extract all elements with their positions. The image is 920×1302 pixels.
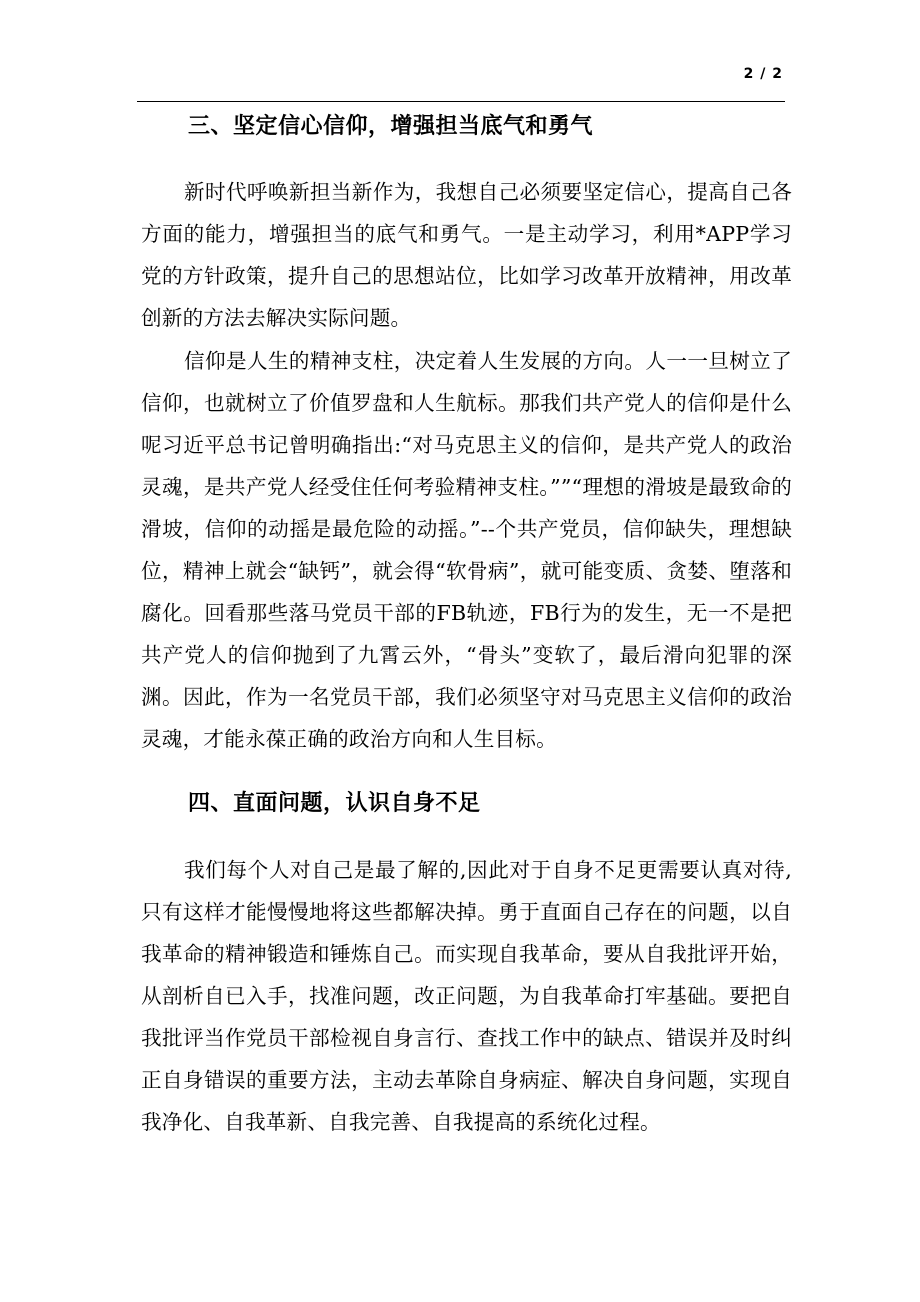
section-4-heading: 四、直面问题，认识自身不足 [188,791,481,816]
section-4-paragraph-1: 我们每个人对自己是最了解的,因此对于自身不足更需要认真对待,只有这样才能慢慢地将这些都解决掉。勇于直面自己存在的问题，以自我革命的精神锻造和锤炼自己。而实现自我革命，要从自我批评开始，从剖析自已入手，找准问题，改正问题，为自我革命打牢基础。要把自我批评当作党员干部检视自身言行、查找工作中的缺点、错误并及时纠正自身错误的重要方法，主动去革除自身病症、解决自身问题，实现自我净化、自我革新、自我完善、自我提高的系统化过程。 [141,858,792,1134]
section-3-paragraph-1: 新时代呼唤新担当新作为，我想自己必须要坚定信心，提高自己各方面的能力，增强担当的底气和勇气。一是主动学习，利用*APP学习党的方针政策，提升自己的思想站位，比如学习改革开放精神，用改革创新的方法去解决实际问题。 [141,180,792,330]
section-3-heading: 三、坚定信心信仰，增强担当底气和勇气 [188,114,594,139]
section-3-paragraph-2: 信仰是人生的精神支柱，决定着人生发展的方向。人一一旦树立了信仰，也就树立了价值罗盘和人生航标。那我们共产党人的信仰是什么呢习近平总书记曾明确指出:“对马克思主义的信仰，是共产党人的政治灵魂，是共产党人经受住任何考验精神支柱。””“理想的滑坡是最致命的滑坡，信仰的动摇是最危险的动摇。”--个共产党员，信仰缺失，理想缺位，精神上就会“缺钙”，就会得“软骨病”，就可能变质、贪婪、堕落和腐化。回看那些落马党员干部的FB轨迹，FB行为的发生，无一不是把共产党人的信仰抛到了九霄云外，“骨头”变软了，最后滑向犯罪的深渊。因此，作为一名党员干部，我们必须坚守对马克思主义信仰的政治灵魂，才能永葆正确的政治方向和人生目标。 [141,349,792,751]
header-divider [137,101,785,102]
page-number: 2 / 2 [743,66,783,82]
